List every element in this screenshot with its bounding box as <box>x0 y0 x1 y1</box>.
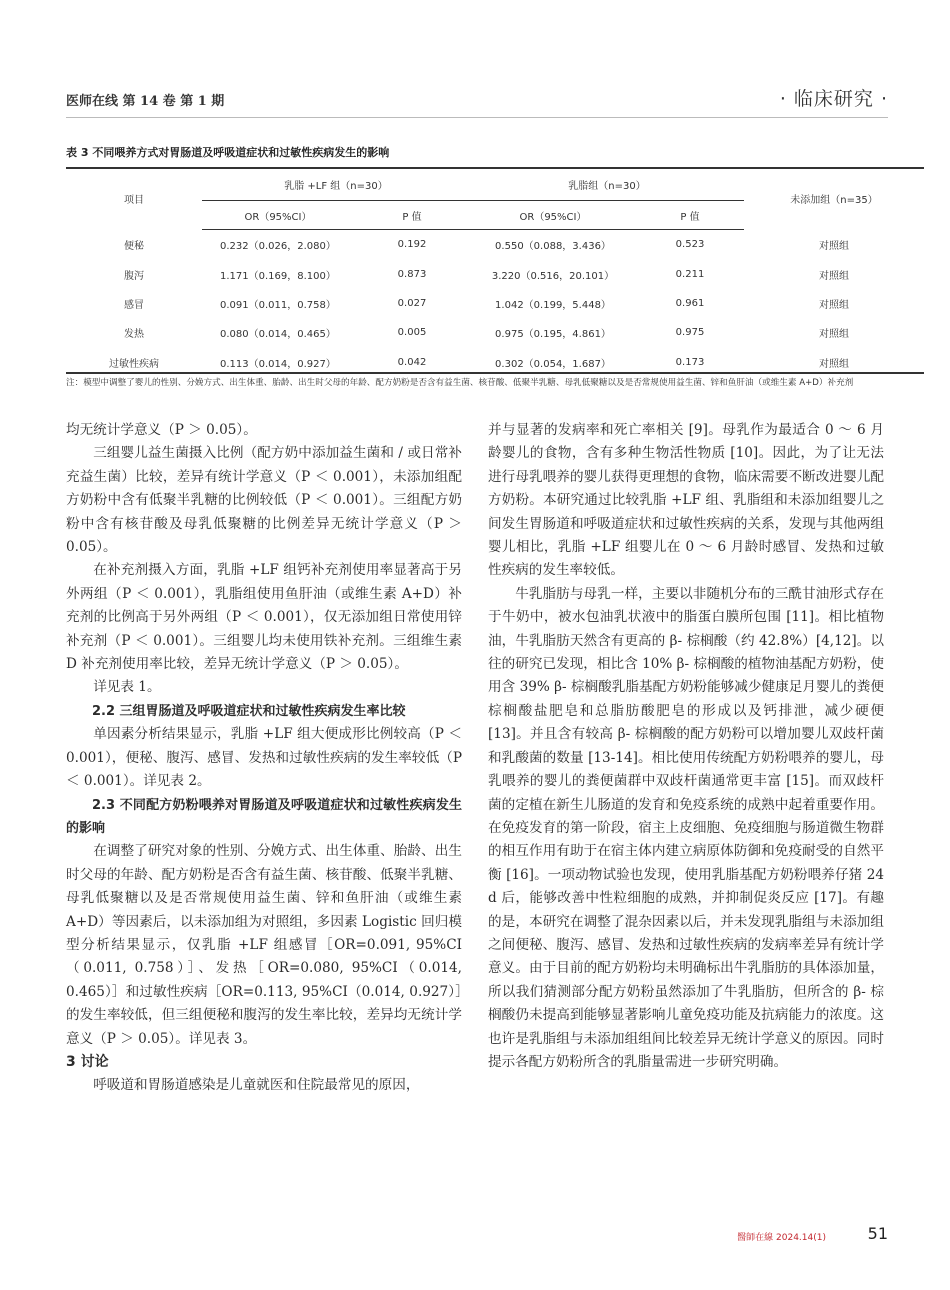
cell-or2: 0.550（0.088，3.436） <box>495 241 611 253</box>
cell-p2: 0.211 <box>675 268 705 280</box>
paragraph: 详见表 1。 <box>93 679 161 696</box>
section-heading: 3 讨论 <box>66 1053 109 1070</box>
page-footer <box>600 1224 888 1248</box>
cell-or1: 0.232（0.026，2.080） <box>220 241 336 253</box>
table-caption: 表 3 不同喂养方式对胃肠道及呼吸道症状和过敏性疾病发生的影响 <box>66 146 390 159</box>
cell-ref: 对照组 <box>819 270 849 282</box>
paragraph: 在补充剂摄入方面，乳脂 +LF 组钙补充剂使用率显著高于另外两组（P ＜ 0.001），乳脂组使用鱼肝油（或维生素 A+D）补充剂的比例高于另外两组（P ＜ 0.001），仅无添加组日常使用锌补充剂（P ＜ 0.001）。三组婴儿均未使用铁补充剂。三组维生素 D 补充剂使用率比较，差异无统计学意义（P ＞ 0.05）。 <box>66 562 462 673</box>
cell-or1: 0.080（0.014，0.465） <box>220 329 336 341</box>
cell-ref: 对照组 <box>819 329 849 341</box>
row-name: 便秘 <box>124 240 144 252</box>
cell-or2: 1.042（0.199，5.448） <box>495 299 611 311</box>
header-group-milkfat: 乳脂组（n=30） <box>470 168 744 201</box>
cell-p2: 0.961 <box>675 297 705 309</box>
paragraph: 单因素分析结果显示，乳脂 +LF 组大便成形比例较高（P ＜ 0.001），便秘、腹泻、感冒、发热和过敏性疾病的发生率较低（P ＜ 0.001）。详见表 2。 <box>66 726 462 790</box>
row-name: 腹泻 <box>124 270 144 282</box>
paragraph: 三组婴儿益生菌摄入比例（配方奶中添加益生菌和 / 或日常补充益生菌）比较，差异有统计学意义（P ＜ 0.001），未添加组配方奶粉中含有低聚半乳糖的比例较低（P ＜ 0.001）。三组配方奶粉中含有核苷酸及母乳低聚糖的比例差异无统计学意义（P ＞ 0.05）。 <box>66 445 462 556</box>
paragraph: 在调整了研究对象的性别、分娩方式、出生体重、胎龄、出生时父母的年龄、配方奶粉是否含有益生菌、核苷酸、低聚半乳糖、母乳低聚糖以及是否常规使用益生菌、锌和鱼肝油（或维生素 A+D）等因素后，以未添加组为对照组，多因素 Logistic 回归模型分析结果显示，仅乳脂 +LF 组感冒［OR=0.091, 95%CI（0.011, 0.758）］、发热［OR=0.080, 95%CI（0.014, 0.465）］和过敏性疾病［OR=0.113, 95%CI（0.014, 0.927）］的发生率较低，但三组便秘和腹泻的发生率比较，差异均无统计学意义（P ＞ 0.05）。详见表 3。 <box>66 843 462 1047</box>
cell-p2: 0.975 <box>675 327 705 339</box>
subsection-heading: 2.3 不同配方奶粉喂养对胃肠道及呼吸道症状和过敏性疾病发生的影响 <box>66 797 462 836</box>
row-name: 过敏性疾病 <box>109 358 159 370</box>
subsection-heading: 2.2 三组胃肠道及呼吸道症状和过敏性疾病发生率比较 <box>92 703 406 719</box>
cell-ref: 对照组 <box>819 358 849 370</box>
cell-or1: 0.113（0.014，0.927） <box>220 358 336 370</box>
row-name: 感冒 <box>124 299 144 311</box>
paragraph: 并与显著的发病率和死亡率相关 [9]。母乳作为最适合 0 ～ 6 月龄婴儿的食物，含有多种生物活性物质 [10]。因此，为了让无法进行母乳喂养的婴儿获得更理想的食物，临床需要不断改进婴儿配方奶粉。本研究通过比较乳脂 +LF 组、乳脂组和未添加组婴儿之间发生胃肠道和呼吸道症状和过敏性疾病的关系，发现与其他两组婴儿相比，乳脂 +LF 组婴儿在 0 ～ 6 月龄时感冒、发热和过敏性疾病的发生率较低。 <box>488 422 884 579</box>
header-p-1: P 值 <box>354 201 470 230</box>
header-group-milkfat-lf: 乳脂 +LF 组（n=30） <box>202 168 470 201</box>
cell-ref: 对照组 <box>819 240 849 252</box>
paragraph: 均无统计学意义（P ＞ 0.05）。 <box>66 422 257 438</box>
header-p-2: P 值 <box>636 201 744 230</box>
table-row <box>66 289 924 318</box>
header-group-none: 未添加组（n=35） <box>790 195 878 207</box>
row-name: 发热 <box>124 329 144 341</box>
footer-brand: 醫師在線 2024.14(1) <box>737 1233 826 1243</box>
right-text-column <box>488 419 884 1074</box>
journal-issue: 医师在线 第 14 卷 第 1 期 <box>66 94 225 109</box>
cell-ref: 对照组 <box>819 299 849 311</box>
results-table <box>66 168 924 377</box>
cell-or1: 0.091（0.011，0.758） <box>220 299 336 311</box>
cell-or2: 0.975（0.195，4.861） <box>495 329 611 341</box>
cell-p2: 0.173 <box>675 356 705 368</box>
header-divider <box>66 117 888 118</box>
cell-p1: 0.027 <box>397 297 427 309</box>
page-number: 51 <box>867 1224 888 1243</box>
paragraph: 呼吸道和胃肠道感染是儿童就医和住院最常见的原因， <box>93 1077 420 1094</box>
table-row <box>66 230 924 260</box>
table-row <box>66 259 924 288</box>
cell-or2: 3.220（0.516，20.101） <box>491 270 615 282</box>
header-or-1: OR（95%CI） <box>202 201 354 230</box>
cell-p1: 0.192 <box>397 239 427 251</box>
cell-p1: 0.005 <box>397 327 427 339</box>
cell-or2: 0.302（0.054，1.687） <box>495 358 611 370</box>
running-header <box>66 84 888 114</box>
cell-p1: 0.042 <box>397 356 427 368</box>
table-row <box>66 318 924 347</box>
header-or-2: OR（95%CI） <box>470 201 636 230</box>
section-label: · 临床研究 · <box>779 88 888 110</box>
header-item: 项目 <box>124 195 144 207</box>
cell-p1: 0.873 <box>397 268 427 280</box>
cell-or1: 1.171（0.169，8.100） <box>220 270 336 282</box>
left-text-column <box>66 419 462 1098</box>
table-bottom-rule <box>66 372 924 374</box>
cell-p2: 0.523 <box>675 239 705 251</box>
table-note: 注：模型中调整了婴儿的性别、分娩方式、出生体重、胎龄、出生时父母的年龄、配方奶粉是否含有益生菌、核苷酸、低聚半乳糖、母乳低聚糖以及是否常规使用益生菌、锌和鱼肝油（或维生素 A+D）补充剂 <box>66 378 854 388</box>
paragraph: 牛乳脂肪与母乳一样，主要以非随机分布的三酰甘油形式存在于牛奶中，被水包油乳状液中的脂蛋白膜所包围 [11]。相比植物油，牛乳脂肪天然含有更高的 β- 棕榈酸（约 42.8%）[4,12]。以往的研究已发现，相比含 10% β- 棕榈酸的植物油基配方奶粉，使用含 39% β- 棕榈酸乳脂基配方奶粉能够减少健康足月婴儿的粪便棕榈酸盐肥皂和总脂肪酸肥皂的形成以及钙排泄，减少硬便 [13]。并且含有较高 β- 棕榈酸的配方奶粉可以增加婴儿双歧杆菌和乳酸菌的数量 [13-14]。相比使用传统配方奶粉喂养的婴儿，母乳喂养的婴儿的粪便菌群中双歧杆菌通常更丰富 [15]。而双歧杆菌的定植在新生儿肠道的发育和免疫系统的成熟中起着重要作用。在免疫发育的第一阶段，宿主上皮细胞、免疫细胞与肠道微生物群的相互作用有助于在宿主体内建立病原体防御和免疫耐受的自然平衡 [16]。一项动物试验也发现，使用乳脂基配方奶粉喂养仔猪 24 d 后，能够改善中性粒细胞的成熟，并抑制促炎反应 [17]。有趣的是，本研究在调整了混杂因素以后，并未发现乳脂组与未添加组之间便秘、腹泻、感冒、发热和过敏性疾病的发病率差异有统计学意义。由于目前的配方奶粉均未明确标出牛乳脂肪的具体添加量，所以我们猜测部分配方奶粉虽然添加了牛乳脂肪，但所含的 β- 棕榈酸仍未提高到能够显著影响儿童免疫功能及抗病能力的浓度。这也许是乳脂组与未添加组组间比较差异无统计学意义的原因。同时提示各配方奶粉所含的乳脂量需进一步研究明确。 <box>488 585 884 1070</box>
